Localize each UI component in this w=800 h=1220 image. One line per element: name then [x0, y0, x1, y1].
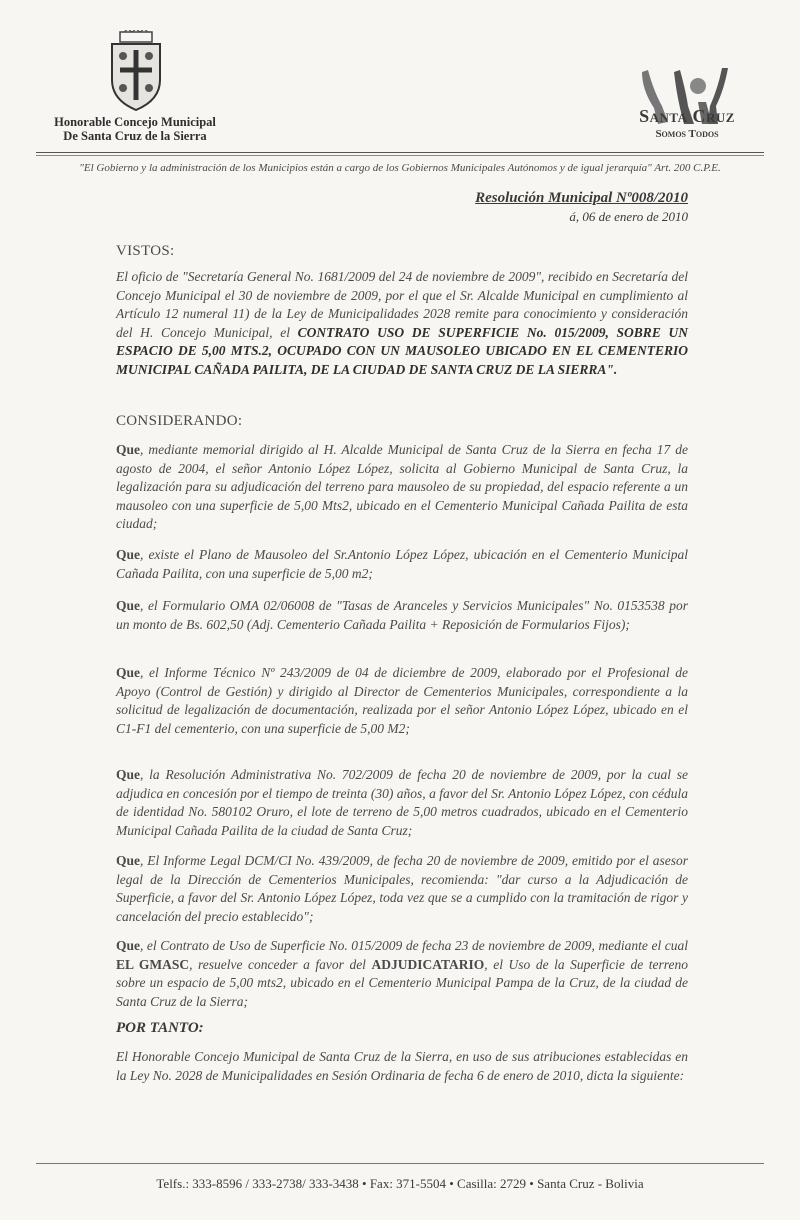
considerando-paragraph-7	[116, 937, 688, 1011]
organization-name-line1: Honorable Concejo Municipal	[54, 115, 216, 129]
paragraph-text: , el Contrato de Uso de Superficie No. 015/2009 de fecha 23 de noviembre de 2009, mediante el cual	[140, 938, 688, 953]
vistos-text: El oficio de "Secretaría General No. 1681/2009 del 24 de noviembre de 2009", recibido en Secretaría del Concejo Municipal el 30 de noviembre de 2009, por el que el Sr. Alcalde Municipal en cumplimiento al Artículo 12 numeral 11) de la Ley de Municipalidades 2028 remite para conocimiento y consideración del H. Concejo Municipal, el	[116, 269, 688, 340]
resolution-date: á, 06 de enero de 2010	[569, 209, 688, 224]
footer-contact: Telfs.: 333-8596 / 333-2738/ 333-3438 • Fax: 371-5504 • Casilla: 2729 • Santa Cruz - Bolivia	[156, 1176, 644, 1191]
footer-divider	[36, 1163, 764, 1164]
resolution-number: Resolución Municipal Nº008/2010	[475, 190, 688, 206]
por-tanto-paragraph: El Honorable Concejo Municipal de Santa Cruz de la Sierra, en uso de sus atribuciones establecidas en la Ley No. 2028 de Municipalidades en Sesión Ordinaria de fecha 6 de enero de 2010, dicta la siguiente:	[116, 1049, 688, 1083]
considerando-paragraph-6	[116, 852, 688, 926]
constitution-quote: "El Gobierno y la administración de los Municipios están a cargo de los Gobiernos Municipales Autónomos y de igual jerarquía" Art. 200 C.P.E.	[79, 162, 721, 174]
paragraph-text: , resuelve conceder a favor del	[189, 956, 372, 972]
que-label: Que	[116, 598, 141, 613]
que-label: Que	[116, 665, 141, 680]
que-label: Que	[116, 767, 141, 782]
considerando-paragraph-1	[116, 441, 688, 534]
header-divider-secondary	[36, 155, 764, 156]
considerando-paragraph-4	[116, 664, 688, 738]
adjudicatario-label: ADJUDICATARIO	[371, 956, 485, 972]
que-label: Que	[116, 547, 141, 562]
paragraph-text: , el Formulario OMA 02/06008 de "Tasas de Aranceles y Servicios Municipales" No. 0153538 por un monto de Bs. 602,50 (Adj. Cementerio Cañada Pailita + Reposición de Formularios Fijos);	[116, 598, 688, 632]
vistos-paragraph	[116, 268, 688, 380]
brand-name: Santa Cruz	[639, 106, 735, 126]
por-tanto-heading: POR TANTO:	[116, 1020, 204, 1036]
vistos-contract-title: CONTRATO USO DE SUPERFICIE No. 015/2009, SOBRE UN ESPACIO DE 5,00 MTS.2, OCUPADO CON UN MAUSOLEO UBICADO EN EL CEMENTERIO MUNICIPAL CAÑADA PAILITA, DE LA CIUDAD DE SANTA CRUZ DE LA SIERRA".	[116, 324, 689, 377]
que-label: Que	[116, 442, 141, 457]
paragraph-text: , existe el Plano de Mausoleo del Sr.Antonio López López, ubicación en el Cementerio Municipal Cañada Pailita, con una superficie de 5,00 m2;	[116, 547, 688, 581]
considerando-paragraph-3	[116, 597, 688, 634]
gmasc-label: EL GMASC	[116, 956, 190, 972]
considerando-paragraph-2	[116, 546, 688, 583]
considerando-paragraph-5	[116, 766, 688, 840]
paragraph-text: , mediante memorial dirigido al H. Alcalde Municipal de Santa Cruz de la Sierra en fecha 17 de agosto de 2004, el señor Antonio López López, solicita al Gobierno Municipal de Santa Cruz, la legalización para su adjudicación del terreno para mausoleo de su propiedad, del espacio referente a un mausoleo con una superficie de 5,00 Mts2, ubicado en el Cementerio Municipal Cañada Pailita de esta ciudad;	[116, 442, 688, 532]
paragraph-text: , el Uso de la Superficie de terreno sobre un espacio de 5,00 mts2, ubicado en el Cementerio Municipal Pampa de la Cruz, de la ciudad de Santa Cruz de la Sierra;	[116, 956, 689, 1009]
vistos-heading: VISTOS:	[116, 243, 175, 259]
que-label: Que	[116, 853, 141, 868]
header-divider	[36, 152, 764, 153]
organization-name	[40, 115, 230, 143]
paragraph-text: , El Informe Legal DCM/CI No. 439/2009, de fecha 20 de noviembre de 2009, emitido por el asesor legal de la Dirección de Cementerios Municipales, recomienda: "dar curso a la Adjudicación de Superficie, a favor del Sr. Antonio López López, toda vez que se a cumplido con la tramitación de rigor y cancelación del precio establecido";	[116, 853, 688, 924]
coat-of-arms-icon	[108, 30, 164, 114]
paragraph-text: , la Resolución Administrativa No. 702/2009 de fecha 20 de noviembre de 2009, por la cual se adjudica en concesión por el tiempo de treinta (30) años, a favor del Sr. Antonio López López, con cédula de identidad No. 580102 Oruro, el lote de terreno de 5,00 metros cuadrados, ubicado en el Cementerio Municipal Cañada Pailita de la ciudad de Santa Cruz;	[116, 767, 688, 838]
que-label: Que	[116, 938, 141, 953]
paragraph-text: , el Informe Técnico Nº 243/2009 de 04 de diciembre de 2009, elaborado por el Profesional de Apoyo (Control de Gestión) y dirigido al Director de Cementerios Municipales, correspondiente a la solicitud de legalización de documentación, realizada por el señor Antonio López López, ubicado en el C1-F1 del cementerio, con una superficie de 5,00 M2;	[116, 665, 688, 736]
considerando-heading: CONSIDERANDO:	[116, 413, 243, 429]
brand-tagline: Somos Todos	[655, 128, 719, 140]
organization-name-line2: De Santa Cruz de la Sierra	[63, 129, 207, 143]
